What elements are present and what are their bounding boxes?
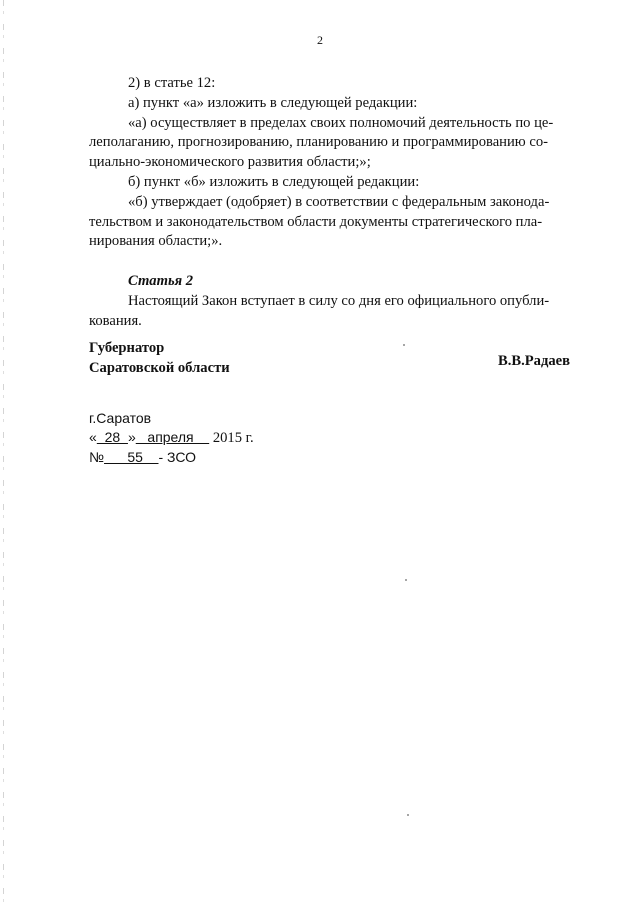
number-sign: №: [89, 449, 105, 465]
amendment-item-2a-text: «а) осуществляет в пределах своих полномочий деятельность по це- леполаганию, прогнозированию, планированию и программированию со- циально-экономического развития области;»;: [89, 114, 554, 171]
number-suffix: - ЗСО: [158, 449, 197, 465]
date-open-quote: «: [89, 429, 97, 445]
governor-name: В.В.Радаев: [497, 353, 570, 369]
number-value: 55: [104, 449, 159, 465]
date-year: 2015 г.: [209, 430, 254, 446]
page-number: 2: [317, 33, 323, 47]
amendment-item-2: 2) в статье 12:: [128, 75, 216, 91]
signature-block: [89, 339, 570, 378]
amendment-item-2b-text: «б) утверждает (одобряет) в соответствии с федеральным законода- тельством и законодательством области документы стратегического пла- нирования области;».: [89, 193, 550, 250]
place-date-block: [89, 409, 254, 467]
scan-edge-decoration: [3, 0, 4, 905]
amendment-item-2a-intro: а) пункт «а» изложить в следующей редакции:: [128, 94, 418, 111]
article-2-heading: Статья 2: [128, 273, 194, 290]
scan-speck: [407, 814, 409, 816]
signing-date: [89, 428, 254, 448]
date-close-quote: »: [127, 429, 136, 445]
scan-speck: [405, 579, 407, 581]
document-body: [89, 74, 577, 332]
article-2-text: Настоящий Закон вступает в силу со дня его официального опубли- кования.: [89, 292, 550, 329]
date-month: апреля: [135, 429, 210, 445]
city: г.Саратов: [89, 410, 152, 426]
governor-title-line2: Саратовской области: [89, 359, 230, 376]
law-number: [89, 448, 254, 467]
amendment-item-2b-intro: б) пункт «б» изложить в следующей редакции:: [128, 173, 420, 190]
date-day: 28: [96, 429, 128, 445]
governor-title-line1: Губернатор: [89, 340, 165, 356]
